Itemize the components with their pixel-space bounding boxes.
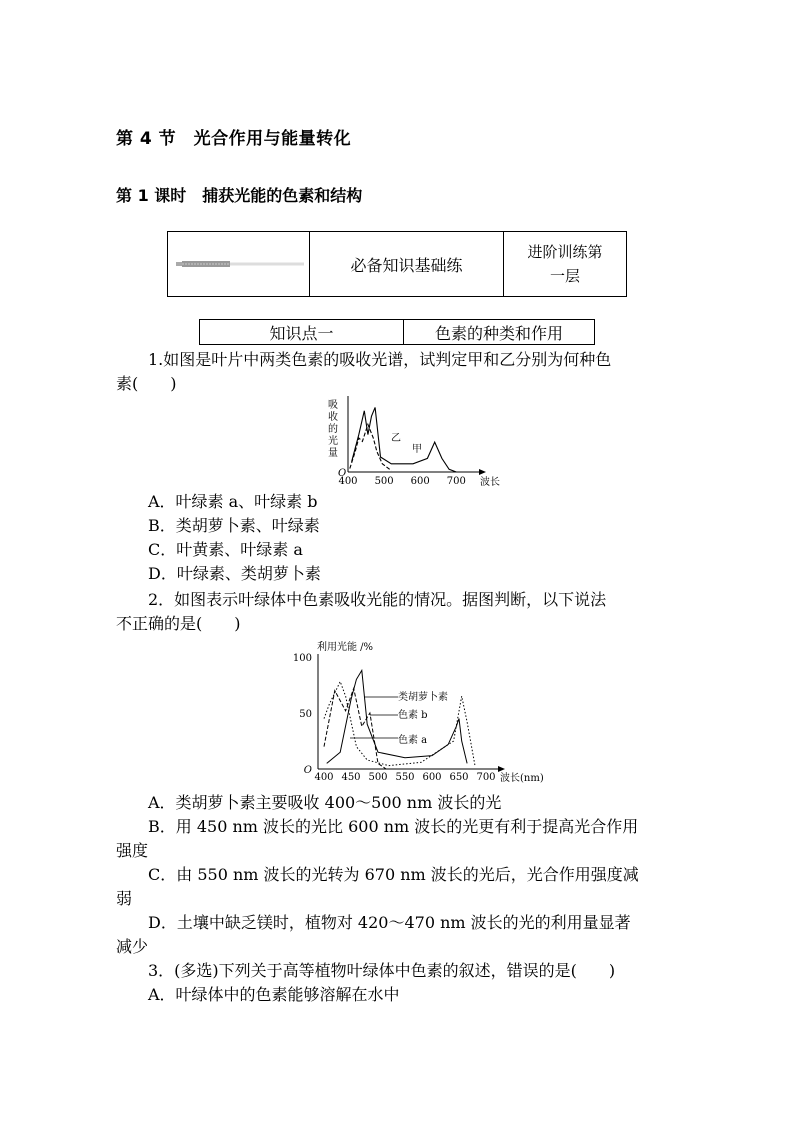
c1-ylabel-char: 吸 — [328, 400, 338, 411]
lesson-title: 第 1 课时 捕获光能的色素和结构 — [116, 186, 363, 205]
c1-series-line — [350, 424, 392, 470]
practice-banner — [167, 231, 627, 297]
q1-stem-line1: 1.如图是叶片中两类色素的吸收光谱，试判定甲和乙分别为何种色 — [148, 350, 612, 369]
q2-option-b-line2: 强度 — [116, 841, 149, 860]
q2-option-d-line2: 减少 — [116, 937, 149, 956]
q1-option-a: A．叶绿素 a、叶绿素 b — [148, 492, 318, 511]
c1-series-line — [352, 407, 457, 472]
q2-stem-line2: 不正确的是( ) — [116, 614, 241, 633]
banner-level — [504, 232, 626, 296]
q2-option-c-line1: C．由 550 nm 波长的光转为 670 nm 波长的光后，光合作用强度减 — [148, 865, 639, 884]
c2-series-line — [324, 688, 386, 769]
c2-xtick-label: 700 — [476, 772, 496, 783]
c2-ytick-label: 50 — [299, 709, 312, 720]
c1-origin: O — [338, 468, 347, 479]
c2-ytick-label: 100 — [292, 653, 312, 664]
c1-ylabel-char: 光 — [328, 436, 338, 447]
c1-xtick-label: 600 — [410, 476, 430, 487]
c2-xtick-label: 650 — [449, 772, 469, 783]
banner-title: 必备知识基础练 — [310, 232, 504, 296]
c2-label-carotenoid: 类胡萝卜素 — [398, 692, 448, 703]
q2-option-b-line1: B．用 450 nm 波长的光比 600 nm 波长的光更有利于提高光合作用 — [148, 817, 639, 836]
c2-xtick-label: 400 — [314, 772, 334, 783]
c1-series-label-yi: 乙 — [391, 433, 401, 444]
q2-option-c-line2: 弱 — [116, 889, 133, 908]
q1-option-d: D．叶绿素、类胡萝卜素 — [148, 564, 321, 583]
c2-xtick-label: 600 — [422, 772, 442, 783]
c2-ytick-label: O — [303, 765, 312, 776]
c1-xlabel: 波长 — [480, 477, 500, 488]
c1-xtick-label: 500 — [374, 476, 394, 487]
c2-label-pigment-a: 色素 a — [398, 735, 428, 746]
c1-series-label-jia: 甲 — [412, 444, 422, 455]
absorption-spectrum-chart — [324, 392, 514, 488]
decorative-pencil-icon — [168, 232, 310, 296]
light-utilization-chart — [288, 636, 558, 786]
c1-xtick-label: 700 — [446, 476, 466, 487]
q2-option-a: A．类胡萝卜素主要吸收 400～500 nm 波长的光 — [148, 793, 502, 812]
c2-series-line — [327, 670, 467, 763]
q1-stem-line2: 素( ) — [116, 374, 177, 393]
c1-ylabel-char: 量 — [328, 448, 338, 459]
q2-option-d-line1: D．土壤中缺乏镁时，植物对 420～470 nm 波长的光的利用量显著 — [148, 913, 631, 932]
c2-label-pigment-b: 色素 b — [398, 710, 428, 721]
knowledge-point-box — [199, 319, 595, 345]
c2-ylabel: 利用光能 /% — [317, 642, 374, 653]
c1-xtick-label: 400 — [338, 476, 358, 487]
c1-ylabel-char: 收 — [328, 412, 338, 423]
q3-option-a: A．叶绿体中的色素能够溶解在水中 — [148, 985, 400, 1004]
c1-ylabel-char: 的 — [328, 424, 338, 435]
banner-level-line2: 一层 — [549, 267, 580, 285]
q1-option-b: B．类胡萝卜素、叶绿素 — [148, 516, 320, 535]
q2-stem-line1: 2．如图表示叶绿体中色素吸收光能的情况。据图判断，以下说法 — [148, 590, 607, 609]
c2-xtick-label: 500 — [368, 772, 388, 783]
c2-xtick-label: 550 — [395, 772, 415, 783]
knowledge-point-label: 知识点一 — [200, 320, 404, 344]
q1-option-c: C．叶黄素、叶绿素 a — [148, 540, 303, 559]
q3-stem: 3．(多选)下列关于高等植物叶绿体中色素的叙述，错误的是( ) — [148, 961, 616, 980]
c2-xlabel: 波长(nm) — [500, 773, 544, 784]
c2-xtick-label: 450 — [341, 772, 361, 783]
knowledge-point-topic: 色素的种类和作用 — [434, 323, 563, 343]
banner-level-line1: 进阶训练第 — [527, 243, 603, 261]
section-title: 第 4 节 光合作用与能量转化 — [116, 129, 352, 149]
